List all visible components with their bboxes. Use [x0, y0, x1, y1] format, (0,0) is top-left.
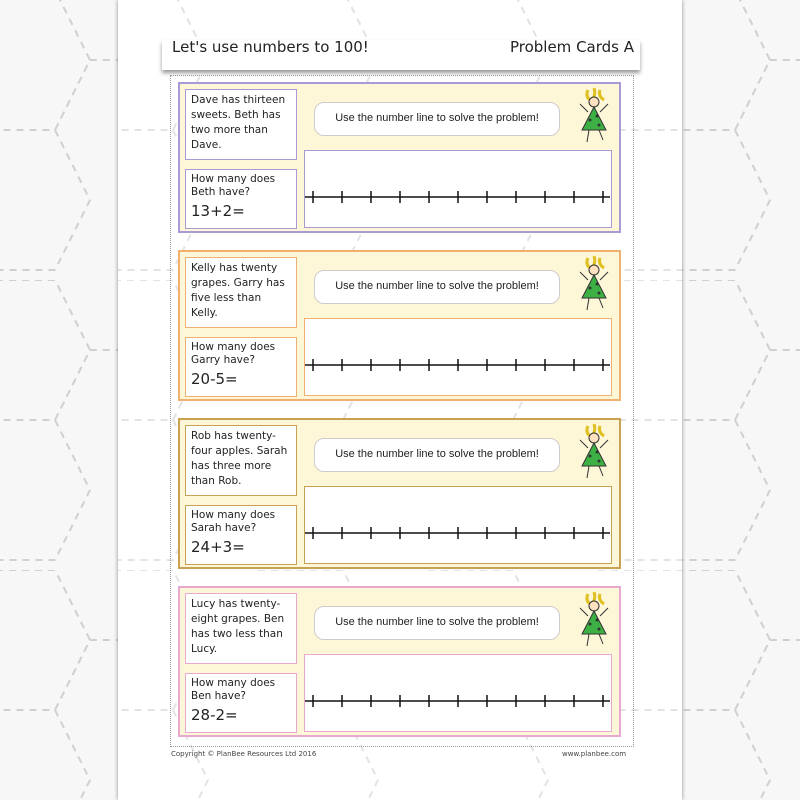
equation-text: 24+3=: [191, 538, 245, 556]
equation-text: 28-2=: [191, 706, 238, 724]
copyright-text: Copyright © PlanBee Resources Ltd 2016: [171, 750, 317, 758]
question-box: [185, 673, 297, 733]
number-line: [305, 319, 610, 394]
number-line-box: [304, 318, 612, 396]
number-line-box: [304, 150, 612, 228]
problem-card: [178, 250, 621, 401]
website-text: www.planbee.com: [562, 750, 627, 758]
problem-card: [178, 82, 621, 233]
girl-character-icon: [574, 254, 614, 314]
question-box: [185, 505, 297, 565]
prompt-text: Use the number line to solve the problem!: [335, 280, 539, 292]
equation-text: 13+2=: [191, 202, 245, 220]
girl-character-icon: [574, 422, 614, 482]
number-line: [305, 655, 610, 730]
number-line-box: [304, 654, 612, 732]
prompt-text: Use the number line to solve the problem!: [335, 448, 539, 460]
question-text: How many does Ben have?: [191, 677, 276, 702]
story-text: Lucy has twenty-eight grapes. Ben has two less than Lucy.: [191, 598, 285, 655]
girl-character-icon: [574, 590, 614, 650]
problem-card: [178, 586, 621, 737]
story-box: [185, 257, 297, 328]
speech-bubble: [314, 270, 560, 304]
worksheet-title: Let's use numbers to 100!: [172, 38, 369, 56]
question-text: How many does Garry have?: [191, 341, 276, 366]
speech-bubble: [314, 438, 560, 472]
story-box: [185, 425, 297, 496]
question-box: [185, 337, 297, 397]
speech-bubble: [314, 606, 560, 640]
question-text: How many does Sarah have?: [191, 509, 276, 534]
story-box: [185, 593, 297, 664]
story-text: Dave has thirteen sweets. Beth has two more than Dave.: [191, 94, 286, 151]
story-text: Kelly has twenty grapes. Garry has five less than Kelly.: [191, 262, 285, 319]
girl-character-icon: [574, 86, 614, 146]
number-line: [305, 487, 610, 562]
speech-bubble: [314, 102, 560, 136]
story-box: [185, 89, 297, 160]
problem-card: [178, 418, 621, 569]
worksheet-header: [162, 40, 640, 70]
question-box: [185, 169, 297, 229]
equation-text: 20-5=: [191, 370, 238, 388]
worksheet-subtitle: Problem Cards A: [509, 38, 634, 56]
question-text: How many does Beth have?: [191, 173, 276, 198]
prompt-text: Use the number line to solve the problem!: [335, 616, 539, 628]
number-line-box: [304, 486, 612, 564]
prompt-text: Use the number line to solve the problem!: [335, 112, 539, 124]
story-text: Rob has twenty-four apples. Sarah has three more than Rob.: [191, 430, 288, 487]
number-line: [305, 151, 610, 226]
